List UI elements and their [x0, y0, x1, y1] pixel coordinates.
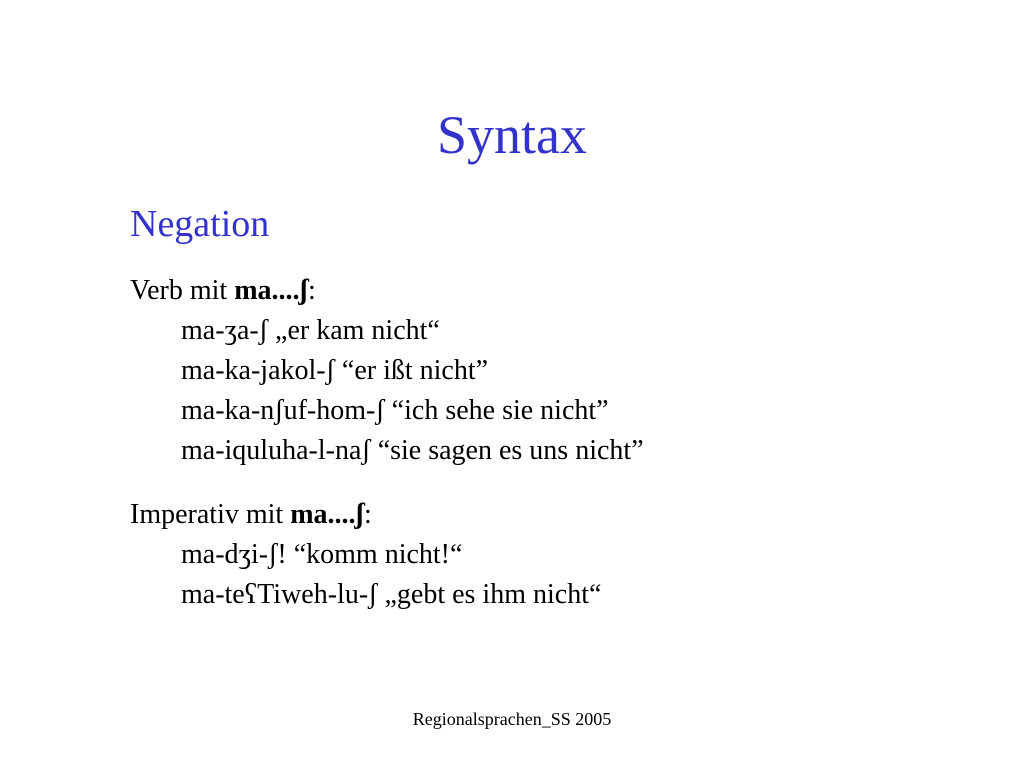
verb-example-3: ma-ka-nʃuf-hom-ʃ “ich sehe sie nicht” — [181, 395, 609, 426]
verb-example-2: ma-ka-jakol-ʃ “er ißt nicht” — [181, 355, 489, 386]
verb-negation-block — [130, 271, 644, 471]
imperative-intro-bold: ma....ʃ — [290, 499, 364, 530]
imperative-example-2: ma-teʕTiweh-lu-ʃ „gebt es ihm nicht“ — [181, 579, 602, 610]
imperative-intro-text: Imperativ mit — [130, 499, 291, 530]
verb-intro-suffix: : — [308, 275, 316, 306]
section-heading: Negation — [130, 203, 270, 245]
verb-intro-bold: ma....ʃ — [234, 275, 309, 306]
verb-example-4: ma-iquluha-l-naʃ “sie sagen es uns nicht” — [181, 435, 644, 466]
verb-intro-text: Verb mit — [130, 275, 235, 306]
slide-footer: Regionalsprachen_SS 2005 — [412, 709, 612, 729]
imperative-intro-suffix: : — [363, 499, 372, 530]
verb-intro-line — [130, 271, 644, 311]
imperative-negation-block — [130, 495, 601, 615]
imperative-example-1: ma-dʒi-ʃ! “komm nicht!“ — [181, 539, 463, 570]
verb-example-1: ma-ʒa-ʃ „er kam nicht“ — [181, 315, 440, 346]
imperative-intro-line — [130, 495, 601, 535]
slide-title: Syntax — [436, 105, 587, 165]
